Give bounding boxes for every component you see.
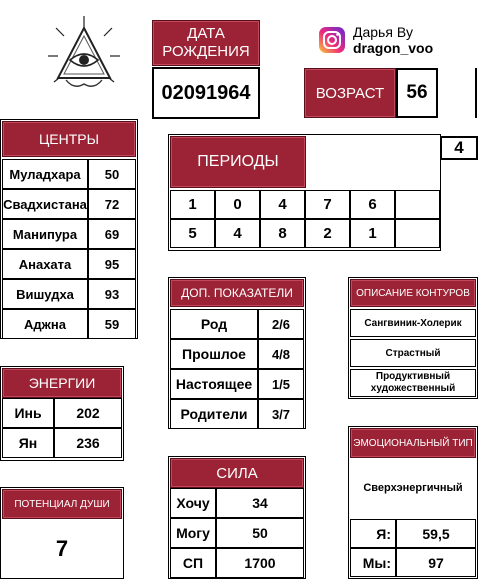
center-value: 93 [88, 279, 136, 309]
contour-item: Сангвиник-Холерик [350, 309, 476, 337]
power-table [170, 488, 304, 578]
instagram-icon [318, 26, 346, 54]
power-label: Хочу [170, 488, 216, 518]
center-value: 95 [88, 249, 136, 279]
energy-label: Ян [2, 428, 54, 458]
center-label: Свадхистана [2, 189, 88, 219]
center-label: Муладхара [2, 159, 88, 189]
center-label: Аджна [2, 309, 88, 339]
author-handle: dragon_voo [353, 40, 434, 56]
soul-value: 7 [2, 520, 122, 577]
emotional-value: 97 [396, 548, 476, 577]
power-value: 50 [216, 518, 304, 548]
center-label: Анахата [2, 249, 88, 279]
center-value: 69 [88, 219, 136, 249]
all-seeing-eye-icon [44, 14, 124, 94]
period-cell: 4 [215, 219, 260, 248]
periods-table [170, 190, 440, 248]
emotional-table [350, 519, 476, 577]
period-cell: 4 [260, 190, 305, 219]
contour-item: Страстный [350, 339, 476, 367]
period-cell: 8 [260, 219, 305, 248]
emotional-label: Я: [350, 519, 396, 548]
centers-table [2, 159, 136, 339]
contours-title: ОПИСАНИЕ КОНТУРОВ [350, 279, 476, 307]
extra-title: ДОП. ПОКАЗАТЕЛИ [170, 279, 304, 307]
birthdate-label: ДАТА РОЖДЕНИЯ [152, 20, 260, 66]
center-value: 72 [88, 189, 136, 219]
enneatype-value: 4 [440, 136, 478, 160]
extra-label: Родители [170, 399, 258, 429]
centers-title: ЦЕНТРЫ [2, 121, 136, 157]
power-label: СП [170, 548, 216, 578]
center-value: 50 [88, 159, 136, 189]
author-name: Дарья Ву [353, 24, 413, 40]
period-cell: 2 [305, 219, 350, 248]
period-cell: 6 [350, 190, 395, 219]
period-cell [395, 219, 440, 248]
period-cell: 5 [170, 219, 215, 248]
period-cell: 0 [215, 190, 260, 219]
emotional-title: ЭМОЦИОНАЛЬНЫЙ ТИП [350, 428, 476, 458]
age-value: 56 [396, 68, 438, 118]
center-value: 59 [88, 309, 136, 339]
center-label: Вишудха [2, 279, 88, 309]
period-cell [395, 190, 440, 219]
power-value: 1700 [216, 548, 304, 578]
power-title: СИЛА [170, 458, 304, 488]
soul-title: ПОТЕНЦИАЛ ДУШИ [2, 489, 122, 519]
age-label: ВОЗРАСТ [304, 68, 396, 118]
periods-title: ПЕРИОДЫ [170, 136, 306, 188]
extra-table [170, 309, 304, 429]
energies-table [2, 398, 122, 458]
energy-label: Инь [2, 398, 54, 428]
extra-label: Настоящее [170, 369, 258, 399]
center-label: Манипура [2, 219, 88, 249]
divider [475, 68, 477, 118]
period-cell: 7 [305, 190, 350, 219]
extra-value: 2/6 [258, 309, 304, 339]
extra-value: 4/8 [258, 339, 304, 369]
birthdate-value: 02091964 [152, 67, 260, 119]
extra-value: 1/5 [258, 369, 304, 399]
emotional-description: Сверхэнергичный [350, 459, 476, 517]
extra-value: 3/7 [258, 399, 304, 429]
energy-value: 202 [54, 398, 122, 428]
period-cell: 1 [170, 190, 215, 219]
power-value: 34 [216, 488, 304, 518]
extra-label: Род [170, 309, 258, 339]
emotional-value: 59,5 [396, 519, 476, 548]
emotional-label: Мы: [350, 548, 396, 577]
power-label: Могу [170, 518, 216, 548]
energies-title: ЭНЕРГИИ [2, 368, 122, 398]
contour-item: Продуктивный художественный [350, 369, 476, 397]
extra-label: Прошлое [170, 339, 258, 369]
period-cell: 1 [350, 219, 395, 248]
energy-value: 236 [54, 428, 122, 458]
